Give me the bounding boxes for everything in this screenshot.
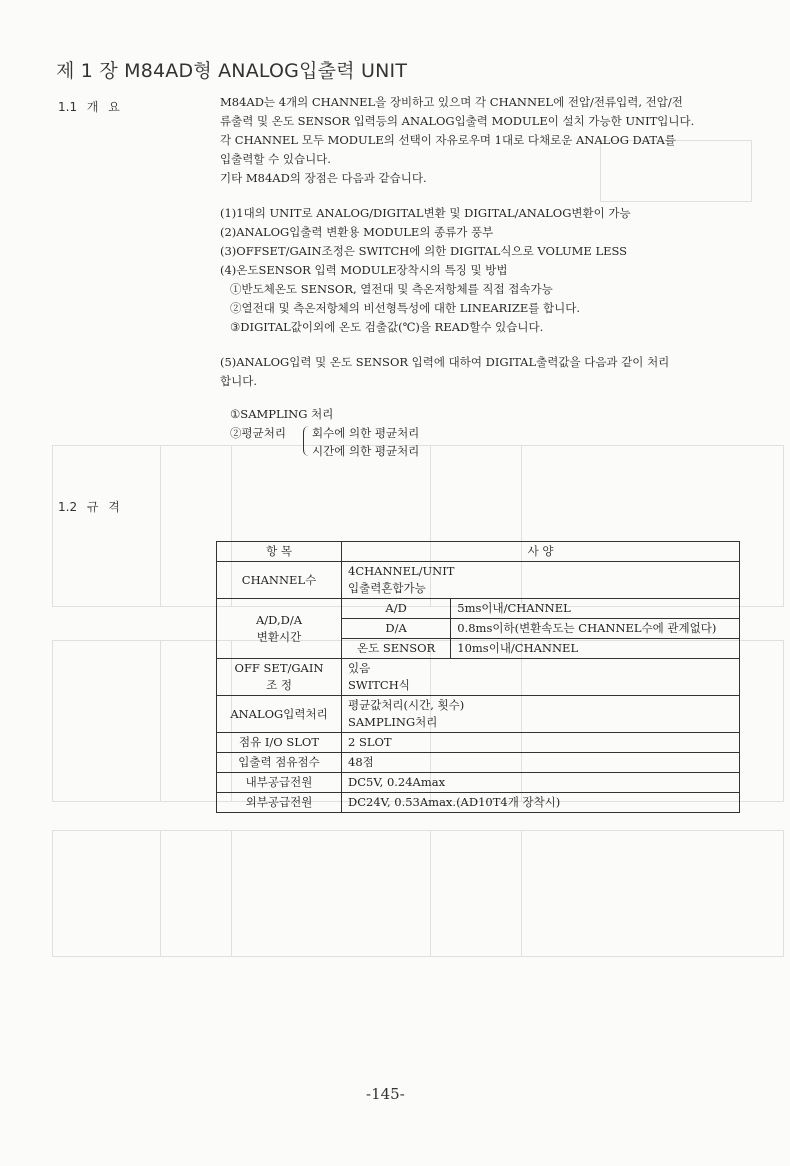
row-value bbox=[342, 659, 740, 696]
table-row bbox=[217, 733, 740, 753]
row-label bbox=[217, 659, 342, 696]
conv-value: 0.8ms이하(변환속도는 CHANNEL수에 관계없다) bbox=[451, 619, 740, 639]
feature-item-5-cont: 합니다. bbox=[220, 374, 257, 388]
overview-line: 각 CHANNEL 모두 MODULE의 선택이 자유로우며 1대로 다채로운 ANALOG DATA를 bbox=[220, 133, 676, 147]
overview-line: M84AD는 4개의 CHANNEL을 장비하고 있으며 각 CHANNEL에 전압/전류입력, 전압/전 bbox=[220, 95, 683, 109]
table-header-item: 항 목 bbox=[217, 542, 342, 562]
row-label: CHANNEL수 bbox=[217, 562, 342, 599]
average-suboption: 시간에 의한 평균처리 bbox=[312, 444, 420, 458]
conv-value: 5ms이내/CHANNEL bbox=[451, 599, 740, 619]
table-row bbox=[217, 696, 740, 733]
row-value bbox=[342, 696, 740, 733]
row-label bbox=[217, 599, 342, 659]
sub-feature-item: ③DIGITAL값이외에 온도 검출값(℃)을 READ할수 있습니다. bbox=[230, 320, 544, 334]
row-label: 점유 I/O SLOT bbox=[217, 733, 342, 753]
conv-type: 온도 SENSOR bbox=[342, 639, 451, 659]
sub-feature-item: ①반도체온도 SENSOR, 열전대 및 측온저항체를 직접 접속가능 bbox=[230, 282, 553, 296]
table-row bbox=[217, 659, 740, 696]
overview-line: 기타 M84AD의 장점은 다음과 같습니다. bbox=[220, 171, 427, 185]
row-value-line: 4CHANNEL/UNIT bbox=[348, 564, 455, 578]
sampling-option: ①SAMPLING 처리 bbox=[230, 407, 334, 421]
sub-feature-item: ②열전대 및 측온저항체의 비선형특성에 대한 LINEARIZE를 합니다. bbox=[230, 301, 581, 315]
section-2-heading: 1.2 규 격 bbox=[58, 500, 120, 514]
chapter-title: 제 1 장 M84AD형 ANALOG입출력 UNIT bbox=[56, 60, 408, 82]
row-label: 입출력 점유점수 bbox=[217, 753, 342, 773]
table-row bbox=[217, 773, 740, 793]
overview-line: 입출력할 수 있습니다. bbox=[220, 152, 331, 166]
feature-item: (1)1대의 UNIT로 ANALOG/DIGITAL변환 및 DIGITAL/ANALOG변환이 가능 bbox=[220, 206, 631, 220]
row-value-line: 입출력혼합가능 bbox=[348, 581, 426, 595]
average-suboptions bbox=[312, 424, 419, 460]
row-value-line: SWITCH식 bbox=[348, 678, 410, 692]
row-value: 48점 bbox=[342, 753, 740, 773]
row-value-line: SAMPLING처리 bbox=[348, 715, 438, 729]
spec-table bbox=[216, 541, 740, 813]
feature-item: (2)ANALOG입출력 변환용 MODULE의 종류가 풍부 bbox=[220, 225, 494, 239]
average-suboption: 회수에 의한 평균처리 bbox=[312, 426, 420, 440]
row-label: ANALOG입력처리 bbox=[217, 696, 342, 733]
row-value: 2 SLOT bbox=[342, 733, 740, 753]
row-label-line: 변환시간 bbox=[256, 629, 302, 644]
page-number: -145- bbox=[366, 1085, 405, 1103]
row-label: 내부공급전원 bbox=[217, 773, 342, 793]
row-label-line: OFF SET/GAIN bbox=[234, 661, 324, 675]
row-label-line: 조 정 bbox=[266, 678, 292, 692]
row-value: DC5V, 0.24Amax bbox=[342, 773, 740, 793]
table-row bbox=[217, 562, 740, 599]
feature-item: (4)온도SENSOR 입력 MODULE장착시의 특징 및 방법 bbox=[220, 263, 508, 277]
table-header-spec: 사 양 bbox=[342, 542, 740, 562]
table-row bbox=[217, 599, 740, 619]
row-value bbox=[342, 562, 740, 599]
row-label: 외부공급전원 bbox=[217, 793, 342, 813]
row-value: DC24V, 0.53Amax.(AD10T4개 장착시) bbox=[342, 793, 740, 813]
average-option: ②평균처리 bbox=[230, 426, 286, 440]
table-row bbox=[217, 753, 740, 773]
section-1-heading: 1.1 개 요 bbox=[58, 100, 120, 114]
brace-symbol bbox=[303, 426, 312, 456]
conv-type: D/A bbox=[342, 619, 451, 639]
row-value-line: 있음 bbox=[348, 661, 371, 675]
conv-type: A/D bbox=[342, 599, 451, 619]
feature-item-5: (5)ANALOG입력 및 온도 SENSOR 입력에 대하여 DIGITAL출력값을 다음과 같이 처리 bbox=[220, 355, 670, 369]
overview-body bbox=[220, 93, 755, 391]
table-header-row bbox=[217, 542, 740, 562]
row-value-line: 평균값처리(시간, 횟수) bbox=[348, 698, 465, 712]
overview-line: 류출력 및 온도 SENSOR 입력등의 ANALOG입출력 MODULE이 설치 가능한 UNIT입니다. bbox=[220, 114, 695, 128]
table-row bbox=[217, 793, 740, 813]
conv-value: 10ms이내/CHANNEL bbox=[451, 639, 740, 659]
row-label-line: A/D,D/A bbox=[255, 612, 303, 627]
feature-item: (3)OFFSET/GAIN조정은 SWITCH에 의한 DIGITAL식으로 VOLUME LESS bbox=[220, 244, 628, 258]
